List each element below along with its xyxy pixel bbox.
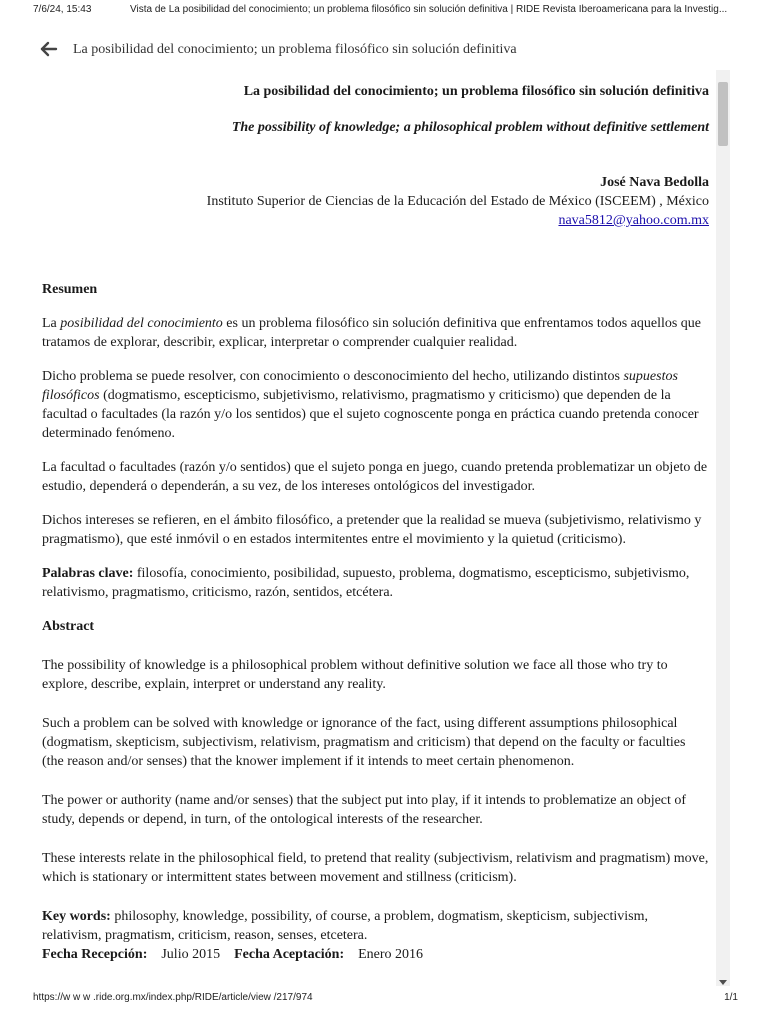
abstract-paragraph-2: Such a problem can be solved with knowledge or ignorance of the fact, using different assumptions philosophical (dogmatism, skepticism, subjectivism, relativism, pragmatism and criticism) that depend on the faculty or faculties (the reason and/or senses) that the knower implement if it intends to meet certain phenomenon. (42, 716, 686, 769)
author-affiliation: Instituto Superior de Ciencias de la Educación del Estado de México (ISCEEM) , México (206, 194, 709, 209)
received-label: Fecha Recepción: (42, 947, 148, 962)
author-email-link[interactable]: nava5812@yahoo.com.mx (558, 213, 709, 228)
print-page-title: Vista de La posibilidad del conocimiento; un problema filosófico sin solución definitiva | RIDE Revista Iberoamericana para la Investig... (130, 4, 728, 15)
print-header (0, 0, 768, 22)
submission-dates (42, 945, 709, 964)
scroll-down-arrow-icon[interactable] (719, 980, 727, 985)
print-datetime: 7/6/24, 15:43 (33, 4, 92, 15)
resumen-paragraph-2: Dicho problema se puede resolver, con conocimiento o desconocimiento del hecho, utilizando distintos supuestos filosóficos (dogmatismo, escepticismo, subjetivismo, relativismo, pragmatismo y criticismo) que dependen de la facultad o facultades (la razón y/o los sentidos) que el sujeto cognoscente ponga en práctica cuando pretenda conocer determinado fenómeno. (42, 369, 699, 441)
key-words: Key words: philosophy, knowledge, possibility, of course, a problem, dogmatism, skepticism, subjectivism, relativism, pragmatism, criticism, reason, senses, etcetera. (42, 909, 648, 943)
scrollbar-thumb[interactable] (718, 82, 728, 146)
abstract-paragraph-3: The power or authority (name and/or senses) that the subject put into play, if it intends to problematize an object of study, depends or depend, in turn, of the ontological interests of the researcher. (42, 793, 687, 827)
resumen-paragraph-1: La posibilidad del conocimiento es un problema filosófico sin solución definitiva que enfrentamos todos aquellos que tratamos de explorar, describir, explicar, interpretar o comprender cualquier realidad. (42, 316, 702, 350)
received-date: Julio 2015 (161, 947, 221, 962)
article-title-en: The possibility of knowledge; a philosophical problem without definitive settlement (231, 120, 709, 135)
article-nav-bar (0, 38, 768, 64)
resumen-paragraph-4: Dichos intereses se refieren, en el ámbito filosófico, a pretender que la realidad se mueva (subjetivismo, relativismo y pragmatismo), que esté inmóvil o en estados intermitentes entre el movimiento y la quietud (criticismo). (42, 513, 702, 547)
abstract-heading: Abstract (42, 619, 95, 634)
back-link-title[interactable]: La posibilidad del conocimiento; un problema filosófico sin solución definitiva (73, 42, 517, 57)
resumen-paragraph-3: La facultad o facultades (razón y/o sentidos) que el sujeto ponga en juego, cuando pretenda problematizar un objeto de estudio, dependerá o dependerán, a su vez, de los intereses ontológicos del investigador. (42, 460, 708, 494)
back-arrow-icon[interactable] (40, 41, 58, 57)
accepted-label: Fecha Aceptación: (234, 947, 345, 962)
palabras-clave: Palabras clave: filosofía, conocimiento, posibilidad, supuesto, problema, dogmatismo, escepticismo, subjetivismo, relativismo, pragmatismo, criticismo, razón, sentidos, etcétera. (42, 566, 690, 600)
print-page-number: 1/1 (724, 992, 738, 1003)
scrollbar[interactable] (716, 70, 730, 986)
article-content (42, 70, 709, 964)
abstract-paragraph-1: The possibility of knowledge is a philosophical problem without definitive solution we face all those who try to explore, describe, explain, interpret or understand any reality. (42, 658, 668, 692)
accepted-date: Enero 2016 (358, 947, 424, 962)
print-url: https://w w w .ride.org.mx/index.php/RIDE/article/view /217/974 (33, 992, 313, 1003)
print-footer (0, 990, 768, 1008)
resumen-heading: Resumen (42, 282, 98, 297)
author-name: José Nava Bedolla (600, 175, 709, 190)
article-title-es: La posibilidad del conocimiento; un problema filosófico sin solución definitiva (243, 84, 709, 99)
abstract-paragraph-4: These interests relate in the philosophical field, to pretend that reality (subjectivism, relativism and pragmatism) move, which is stationary or intermittent states between movement and stillness (criticism). (42, 851, 709, 885)
